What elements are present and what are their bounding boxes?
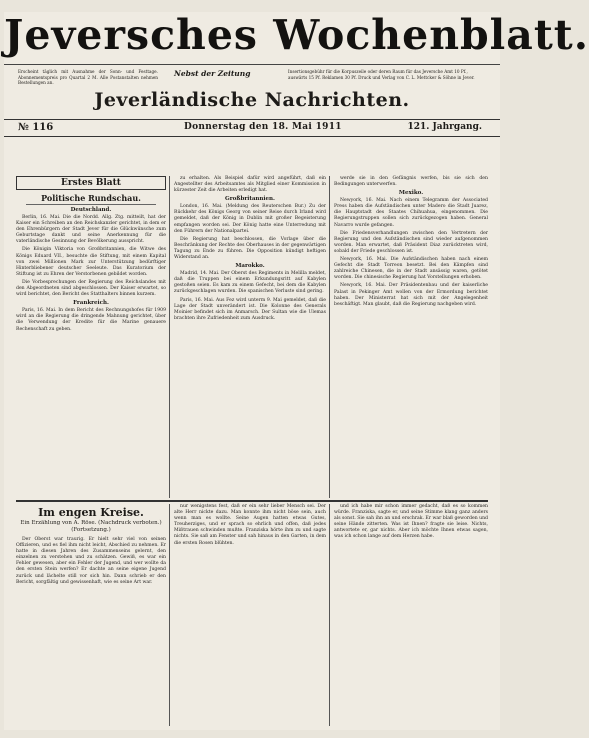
article-text: London, 16. Mai. (Meldung des Reuterschen Bur.) Zu der Rückkehr des Königs Georg von seiner Reise durch Irland wird gemeldet, daß der König in Dublin mit großer Begeisterung empfangen worden sei. Der König hatte eine Unterredung mit den Führern der Nationalpartei.: [174, 204, 326, 234]
subsection-heading: Marokko.: [235, 263, 265, 270]
article-text: Paris, 16. Mai. In dem Bericht des Rechnungshofes für 1909 wird an die Regierung die dringende Mahnung gerichtet, über die Verwendung der Kredite für die Marine genauere Rechenschaft zu geben.: [16, 308, 166, 332]
article-text: Newyork, 16. Mai. Nach einem Telegramm der Associated Press haben die Aufständischen unter Madero die Stadt Juarez, die Hauptstadt des Staates Chihuahua, eingenommen. Die Regierungstruppen sollen sich zurückgezogen haben. General Navarro wurde gefangen.: [334, 198, 488, 228]
subsection-heading: Großbritannien.: [225, 196, 275, 203]
issue-year: 121. Jahrgang.: [407, 122, 482, 132]
article-text: Newyork, 16. Mai. Der Präsidentenbau und der kaiserliche Palast in Pekinger Amt wollen von der Ermordung berichtet haben. Der Ministerrat hat sich mit der Angelegenheit beschäftigt. Man glaubt, daß die Regierung nachgeben wird.: [334, 283, 488, 307]
section-heading: Politische Rundschau.: [26, 193, 156, 205]
article-text: Die Königin Viktoria von Großbritannien, die Witwe des Königs Eduard VII., besuchte die Stiftung, mit einem Kapital von zwei Millionen Mark zur Unterstützung bedürftiger Hinterbliebener deutscher Seeleute. Das Kuratorium der Stiftung ist zu Ehren der Verstorbenen gebildet worden.: [16, 247, 166, 277]
feuilleton-column-2: [174, 504, 326, 726]
feuilleton-section: [16, 504, 488, 726]
masthead-title: Jeversches Wochenblatt.: [4, 11, 589, 59]
section-box: Erstes Blatt: [16, 176, 166, 190]
subtitle: Jeverländische Nachrichten.: [94, 89, 410, 111]
article-text: Die Regierung hat beschlossen, die Vorlage über die Beschränkung der Rechte des Oberhauses in der gegenwärtigen Tagung zu Ende zu führen. Die Opposition kündigt heftigen Widerstand an.: [174, 236, 326, 261]
feuilleton-rule: [16, 500, 488, 502]
publisher-info: [4, 64, 500, 119]
column-2: [174, 176, 326, 498]
story-text: Der Oberst war traurig. Er hielt sehr viel von seinen Offizieren, und es fiel ihm nicht leicht, Abschied zu nehmen. Er hatte in diesen Jahren des Zusammenseins gelernt, den einzelnen zu verstehen und zu schätzen. Gewiß, es war ein Fehler gewesen, aber ein Fehler der Jugend, und wer wollte da den ersten Stein werfen? Er dachte an seine eigene Jugend zurück und lächelte still vor sich hin. Dann schrieb er den Bericht, sorgfältig und gewissenhaft, wie es seine Art war.: [16, 537, 166, 585]
story-title: Im engen Kreise.: [38, 506, 144, 519]
article-text: Die Vorbesprechungen der Regierung des Reichslandes mit den Abgeordneten sind abgeschlossen. Der Kaiser erwartet, so wird berichtet, den Bericht des Statthalters binnen kurzem.: [16, 279, 166, 298]
article-text: Newyork, 16. Mai. Die Aufständischen haben nach einem Gefecht die Stadt Torreon besetzt. Bei den Kämpfen sind zahlreiche Chinesen, die in der Stadt ansässig waren, getötet worden. Die chinesische Regierung hat Vorstellungen erhoben.: [334, 257, 488, 281]
story-text: und ich habe mir schon immer gedacht, daß es so kommen würde. Franziska, sagte er, und seine Stimme klang ganz anders als sonst. Sie sah ihn an und erschrak. Er war blaß geworden und seine Hände zitterten. Was ist Ihnen? fragte sie leise. Nichts, antwortete er, gar nichts. Aber ich möchte Ihnen etwas sagen, was ich schon lange auf dem Herzen habe.: [334, 504, 488, 540]
story-text: nur wenigstens fest, daß er ein sehr lieber Mensch sei. Der alte Herr nickte dazu. Man konnte ihm nicht böse sein, auch wenn man es wollte. Seine Augen hatten etwas Gutes, Treuherziges, und er sprach so ehrlich und offen, daß jedes Mißtrauen schwinden mußte. Franziska hörte ihm zu und sagte nichts. Sie saß am Fenster und sah hinaus in den Garten, in dem die ersten Rosen blühten.: [174, 504, 326, 546]
article-text: Die Friedensverhandlungen zwischen den Vertretern der Regierung und den Aufständischen sind wieder aufgenommen worden. Man erwartet, daß Präsident Diaz zurücktreten wird, sobald der Friede geschlossen ist.: [334, 230, 488, 254]
publisher-left: Erscheint täglich mit Ausnahme der Sonn- und Festtage. Abonnementspreis pro Quartal 2 M. Alle Postanstalten nehmen Bestellungen an.: [18, 69, 158, 86]
newspaper-page: [4, 11, 589, 730]
article-text: zu erhalten. Als Beispiel dafür wird angeführt, daß ein Angestellter des Arbeitsamtes als Mitglied einer Kommission in kürzester Zeit die Arbeiten erledigt hat.: [174, 176, 326, 194]
article-text: Paris, 16. Mai. Aus Fez wird unterm 9. Mai gemeldet, daß die Lage der Stadt unverändert ist. Die Kolonne des Generals Moinier befindet sich im Anmarsch. Der Sultan wie die Ulemas brachten ihre Zufriedenheit zum Ausdruck.: [174, 297, 326, 321]
article-text: Berlin, 16. Mai. Die die Nordd. Allg. Ztg. mitteilt, hat der Kaiser ein Schreiben an den Reichskanzler gerichtet, in dem er den Ehrenbürgern der Stadt Jever für die Glückwünsche zum Geburtstage dankt und seine Anerkennung für die vaterländische Gesinnung der Bevölkerung ausspricht.: [16, 215, 166, 245]
article-text: werde sie in den Gefängnis werfen, bis sie sich den Bedingungen unterwerfen.: [334, 176, 488, 188]
issue-date: Donnerstag den 18. Mai 1911: [184, 122, 342, 132]
column-1: [16, 176, 166, 498]
nebst-label: Nebst der Zeitung: [174, 69, 251, 78]
news-section: [16, 176, 488, 498]
subsection-heading: Deutschland.: [70, 207, 112, 213]
subsection-heading: Mexiko.: [398, 190, 424, 197]
article-text: Madrid, 14. Mai. Der Oberst des Regiments in Melilla meldet, daß die Truppen bei einem Erkundungsritt auf Kabylen gestoßen seien. Es kam zu einem Gefecht, bei dem die Kabylen zurückgeschlagen wurden. Die spanischen Verluste sind gering.: [174, 271, 326, 295]
subsection-heading: Frankreich.: [73, 300, 109, 307]
feuilleton-column-3: [334, 504, 488, 726]
dateline: [4, 119, 500, 137]
column-3: [334, 176, 488, 498]
issue-number: № 116: [18, 122, 54, 133]
feuilleton-column-1: [16, 504, 166, 726]
publisher-right: Insertionsgebühr für die Korpuszeile oder deren Raum für das Jeversche Amt 10 Pf., auswärts 15 Pf. Reklamen 30 Pf. Druck und Verlag von C. L. Mettcker & Söhne in Jever.: [288, 69, 475, 80]
story-subtitle: Ein Erzählung von A. Röse. (Nachdruck verboten.) (Fortsetzung.): [20, 520, 162, 533]
